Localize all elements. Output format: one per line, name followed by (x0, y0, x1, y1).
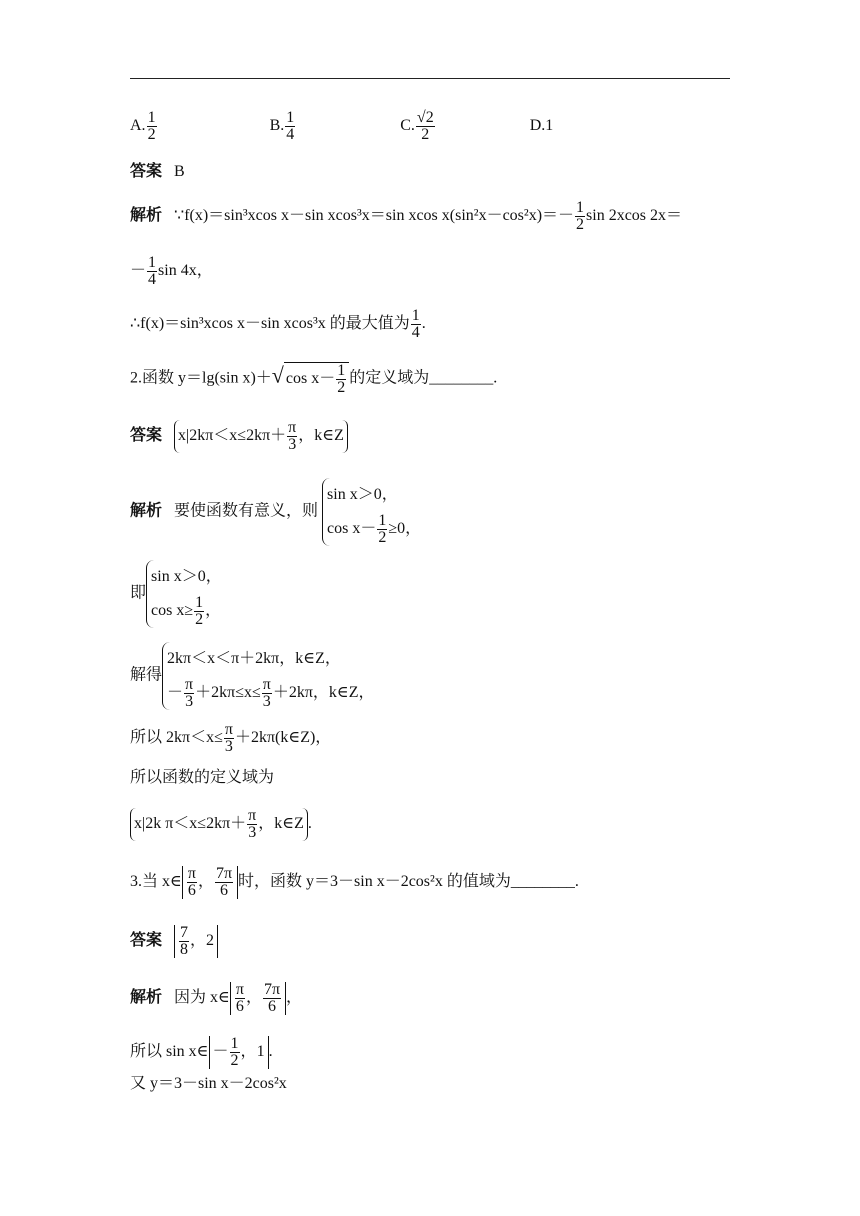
option-c: C. (400, 117, 415, 135)
q2-analysis: 解析 要使函数有意义，则 sin x＞0， cos x－ $\frac{1}{2}$ ≥0， (130, 478, 421, 546)
option-a: A. (130, 117, 146, 135)
q2-suoyi1: 所以 2kπ＜x≤ $\frac{\pi}{3}$ ＋2kπ(k∈Z)， (130, 721, 332, 755)
q1-conclusion: ∴f(x)＝sin³xcos x－sin xcos³x 的最大值为 $\frac{1}{4}$ . (130, 307, 426, 341)
q1-analysis-line1: 解析 ∵f(x)＝sin³xcos x－sin xcos³x＝sin xcos x(sin²x－cos²x)＝－ $\frac{1}{2}$ sin 2xcos 2x＝ (130, 199, 683, 233)
header-rule (130, 78, 730, 79)
q3-suoyi: 所以 sin x∈ － $\frac{1}{2}$ ，1 . (130, 1035, 273, 1069)
option-d: D.1 (529, 117, 554, 135)
q3-answer: 答案 $\frac{7}{8}$ ，2 (130, 925, 218, 958)
q3-you: 又 y＝3－sin x－2cos²x (130, 1075, 287, 1092)
q2-final-set: x|2k π＜x≤2kπ＋ $\frac{\pi}{3}$ ，k∈Z . (130, 808, 312, 841)
option-b: B. (269, 117, 285, 135)
q2-answer: 答案 x|2kπ＜x≤2kπ＋ $\frac{\pi}{3}$ ，k∈Z (130, 420, 348, 453)
q2-ji: 即 sin x＞0， cos x≥ $\frac{1}{2}$ ， (130, 560, 222, 628)
q1-answer: 答案 B (130, 163, 185, 180)
q2-jiede: 解得 2kπ＜x＜π＋2kπ，k∈Z， － $\frac{\pi}{3}$ ＋2kπ≤x≤ $\frac{\pi}{3}$ ＋2kπ，k∈Z， (130, 642, 375, 710)
q3-stem: 3.当 x∈ $\frac{\pi}{6}$ ， $\frac{7\pi}{6}$ 时，函数 y＝3－sin x－2cos²x 的值域为________. (130, 865, 579, 899)
q1-analysis-line2: － $\frac{1}{4}$ sin 4x， (130, 254, 213, 288)
q3-analysis: 解析 因为 x∈ $\frac{\pi}{6}$ ， $\frac{7\pi}{6}$ ， (130, 981, 303, 1015)
options-row: A. $\frac{1}{2}$ B. $\frac{1}{4}$ C. $\frac{√2}{2}$ D.1 (130, 109, 554, 143)
q2-suoyi2: 所以函数的定义域为 (130, 769, 275, 786)
q2-stem: 2.函数 y＝lg(sin x)＋√ cos x－ $\frac{1}{2}$ 的定义域为________. (130, 362, 498, 396)
